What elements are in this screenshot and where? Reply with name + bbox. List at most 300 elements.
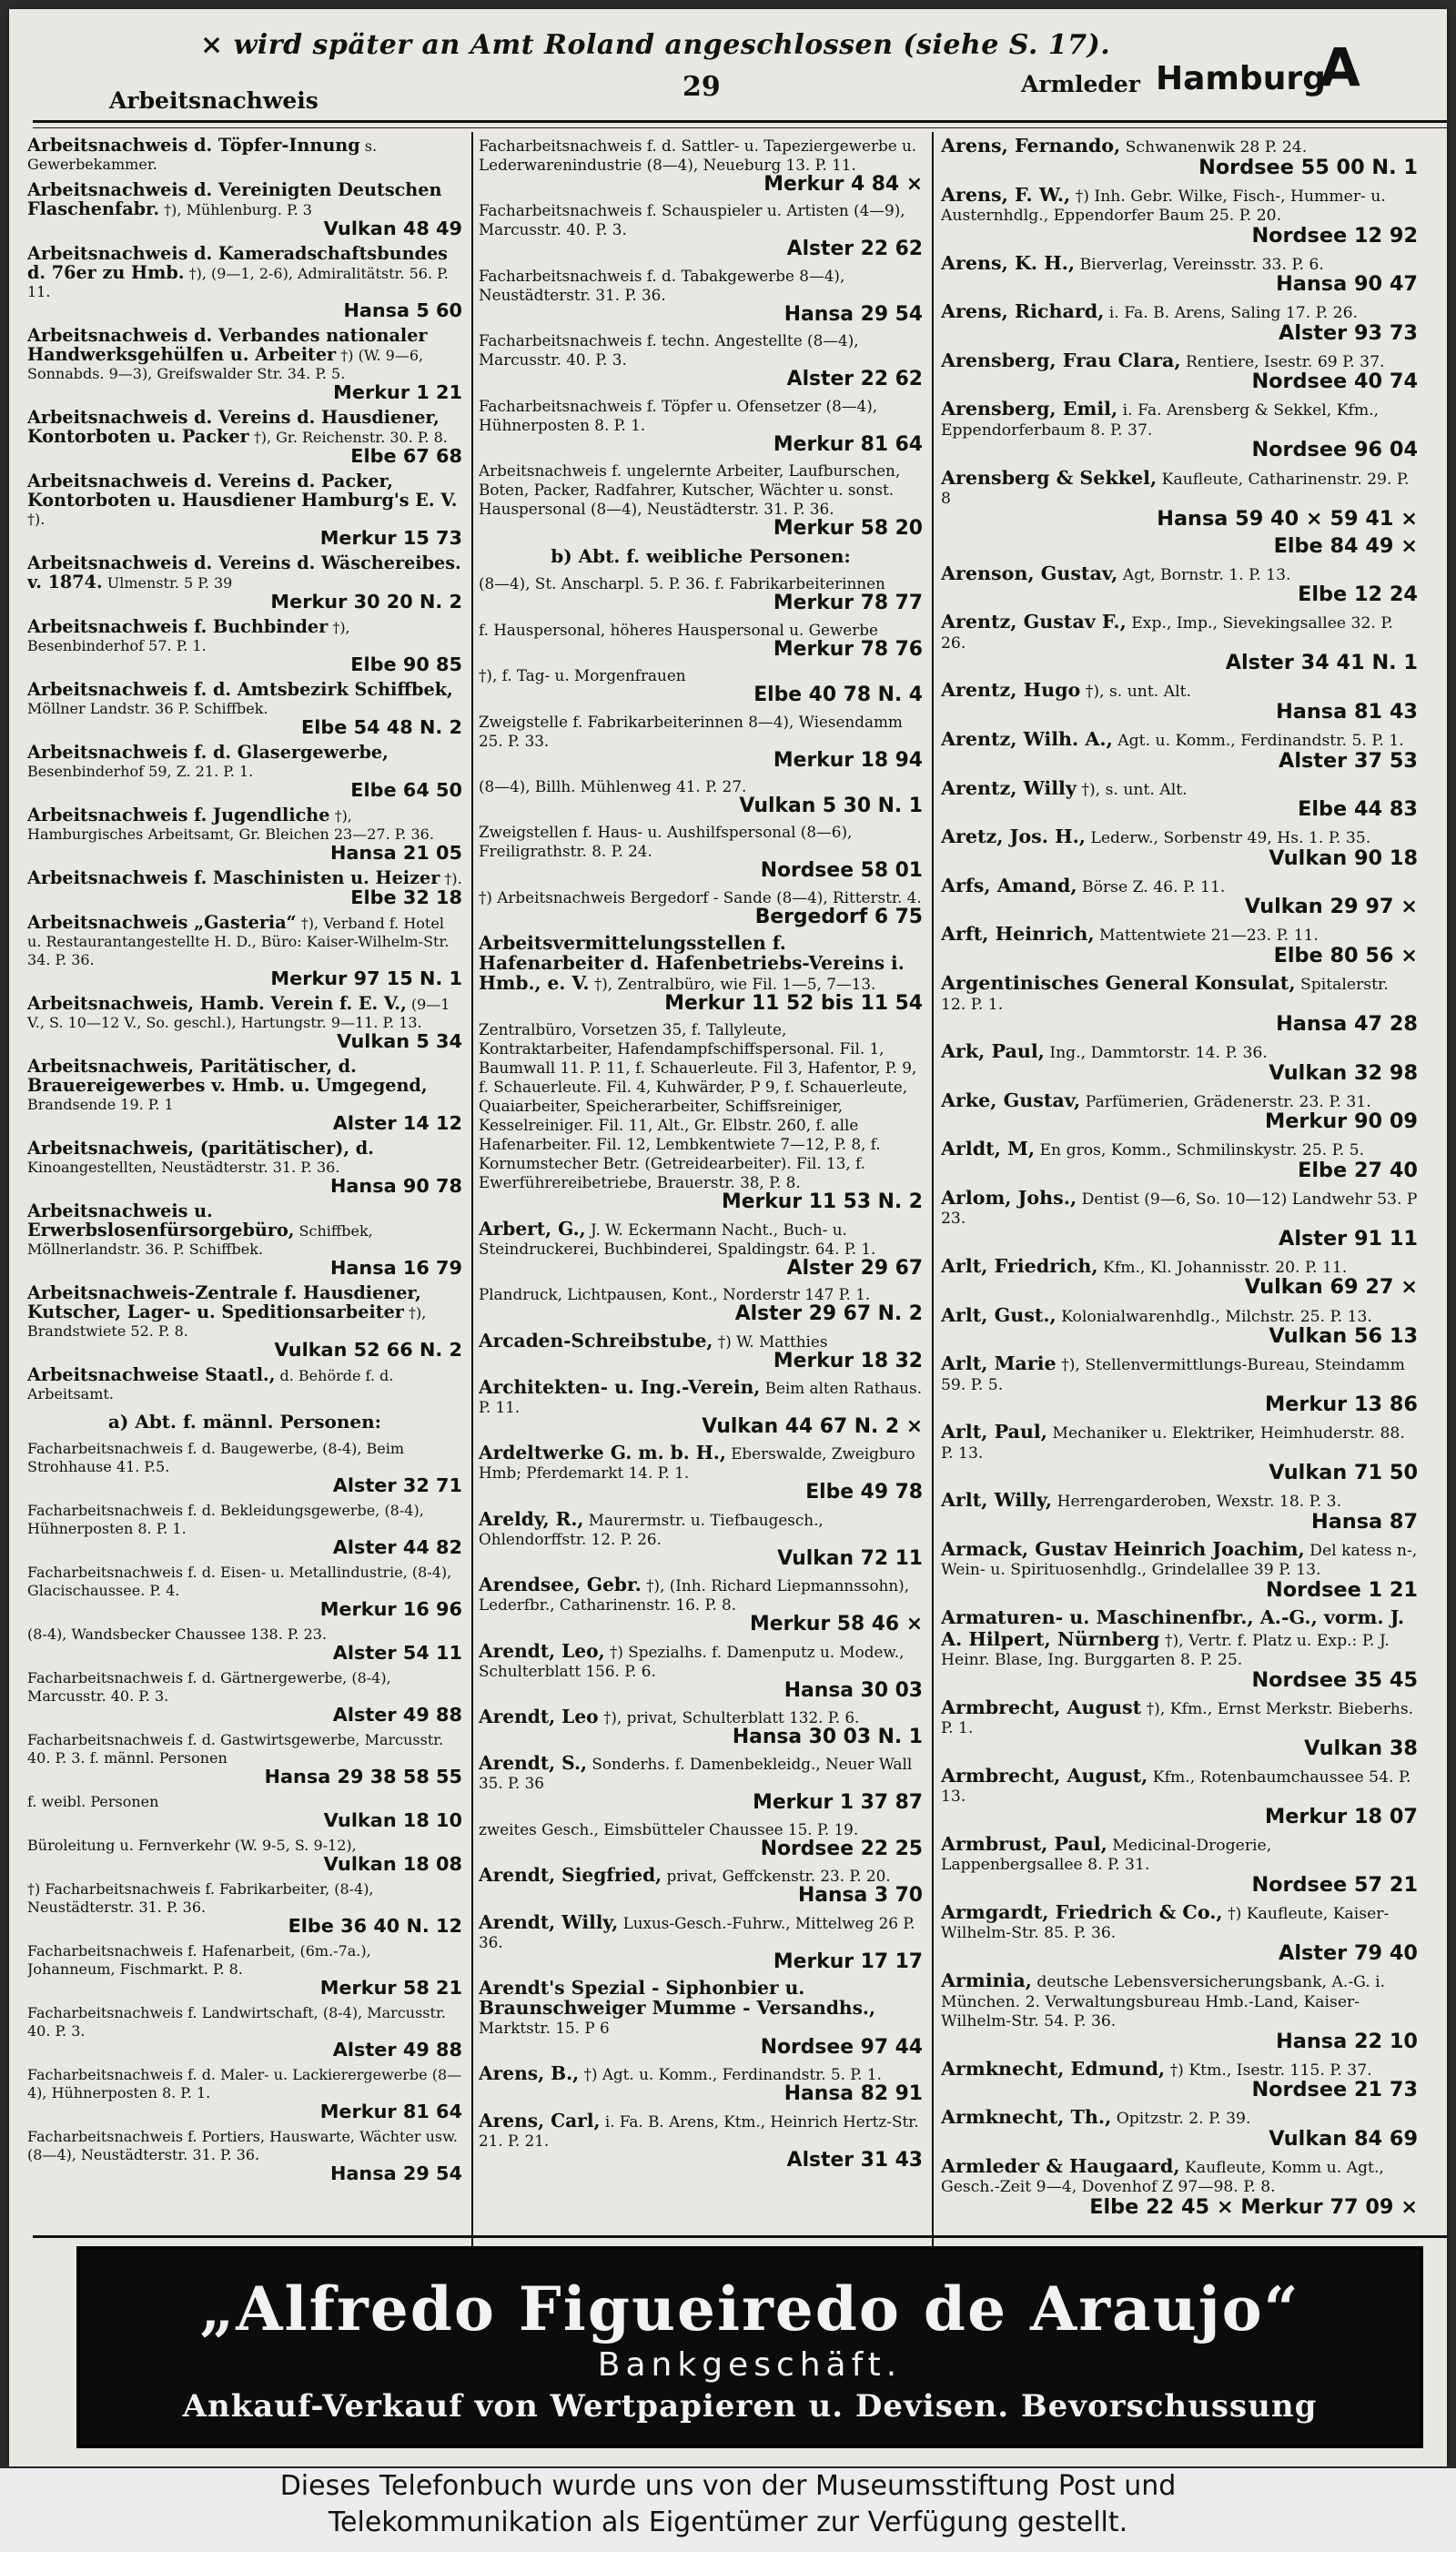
entry-phone: Merkur 78 76 [773, 637, 923, 661]
entry-detail: Kinoangestellten, Neustädterstr. 31. P. 36. [27, 1159, 340, 1176]
entry-phone: Alster 93 73 [1279, 320, 1418, 345]
directory-entry [941, 730, 1418, 771]
entry-name: Arens, Richard, [941, 300, 1105, 323]
entry-detail: Kaufleute, Catharinenstr. 29. P. 8 [941, 470, 1410, 509]
entry-detail: d. Behörde f. d. Arbeitsamt. [27, 1367, 394, 1403]
directory-entry [941, 1254, 1418, 1300]
directory-entry [941, 925, 1418, 966]
entry-detail: †), Kfm., Ernst Merkstr. Bieberhs. P. 1. [941, 1699, 1414, 1738]
entry-detail: (8—4), Billh. Mühlenweg 41. P. 27. [479, 776, 747, 795]
entry-name: Arbeitsnachweis d. Vereins d. Hausdiener, Kontorboten u. Packer [27, 407, 440, 447]
entry-name: Arendt, Siegfried, [479, 1864, 662, 1887]
entry-phone: Vulkan 29 97 × [1244, 895, 1418, 919]
directory-entry [479, 397, 923, 454]
directory-entry [27, 744, 462, 799]
entry-detail: Büroleitung u. Fernverkehr (W. 9-5, S. 9-12), [27, 1837, 357, 1854]
footer-line-2: Telekommunikation als Eigentümer zur Verfügung gestellt. [328, 2506, 1128, 2538]
entry-detail: Medicinal-Drogerie, Lappenbergsallee 8. P. 31. [941, 1836, 1272, 1875]
entry-phone: Alster 54 11 [332, 1642, 462, 1664]
entry-name: Arbert, G., [479, 1217, 586, 1240]
entry-detail: †) Facharbeitsnachweis f. Fabrikarbeiter, (8-4), Neustädterstr. 31. P. 36. [27, 1880, 374, 1916]
entry-detail: J. W. Eckermann Nacht., Buch- u. Steindruckerei, Buchbinderei, Spaldingstr. 64. P. 1. [479, 1220, 876, 1258]
directory-entry [27, 409, 462, 465]
entry-phone: Alster 49 88 [332, 2039, 462, 2061]
entry-phone: Hansa 81 43 [1276, 699, 1418, 724]
entry-phone: Hansa 21 05 [329, 842, 462, 864]
entry-detail: Facharbeitsnachweis f. Portiers, Hauswarte, Wächter usw. (8—4), Neustädterstr. 31. P. 36. [27, 2128, 458, 2163]
entry-phone: Merkur 81 64 [773, 432, 923, 456]
directory-entry [941, 466, 1418, 531]
entry-name: Armgardt, Friedrich & Co., [941, 1900, 1223, 1923]
entry-detail: zweites Gesch., Eimsbütteler Chaussee 15. P. 19. [479, 1819, 859, 1838]
entry-name: Arbeitsnachweis-Zentrale f. Hausdiener, Kutscher, Lager- u. Speditionsarbeiter [27, 1282, 421, 1322]
entry-name: Arbeitsnachweis f. Maschinisten u. Heizer [27, 867, 440, 888]
directory-entry [27, 1942, 462, 1997]
directory-entry [27, 806, 462, 862]
column-1 [27, 137, 462, 2246]
entry-phone: Hansa 90 78 [329, 1175, 462, 1197]
entry-name: Armaturen- u. Maschinenfbr., A.-G., vorm. J. A. Hilpert, Nürnberg [941, 1606, 1405, 1650]
directory-entry [479, 666, 923, 707]
entry-detail: En gros, Komm., Schmilinskystr. 25. P. 5. [1039, 1141, 1365, 1160]
directory-entry [27, 327, 462, 401]
entry-detail: i. Fa. B. Arens, Saling 17. P. 26. [1108, 304, 1359, 323]
entry-phone: Elbe 44 83 [1298, 797, 1418, 822]
entry-phone: Merkur 97 15 N. 1 [270, 967, 462, 989]
entry-name: Arenson, Gustav, [941, 562, 1118, 584]
entry-phone: Alster 29 67 N. 2 [734, 1302, 923, 1326]
header-note: × wird später an Amt Roland angeschlossen (siehe S. 17). [200, 29, 1111, 61]
directory-entry [479, 1639, 923, 1702]
directory-entry [479, 2062, 923, 2106]
entry-detail: privat, Geffckenstr. 23. P. 20. [666, 1867, 891, 1886]
entry-name: Arcaden-Schreibstube, [479, 1329, 713, 1352]
entry-detail: Agt. u. Komm., Ferdinandstr. 5. P. 1. [1117, 732, 1404, 751]
header-letter: A [1320, 36, 1360, 98]
header-rule-thin [33, 127, 1447, 128]
directory-entry [27, 137, 462, 174]
directory-entry [941, 1608, 1418, 1690]
entry-detail: Börse Z. 46. P. 11. [1081, 877, 1226, 896]
advert-tagline: Ankauf-Verkauf von Wertpapieren u. Devisen. Bevorschussung [182, 2388, 1318, 2425]
entry-phone: Merkur 30 20 N. 2 [270, 591, 462, 613]
entry-detail: †), s. unt. Alt. [1085, 683, 1191, 702]
directory-entry [941, 1537, 1418, 1602]
entry-detail: †), f. Tag- u. Morgenfrauen [479, 666, 686, 685]
entry-name: Arminia, [941, 1970, 1032, 1991]
entry-name: Arft, Heinrich, [941, 923, 1095, 946]
directory-entry [27, 914, 462, 987]
directory-entry [941, 1971, 1418, 2051]
entry-name: Arensberg, Frau Clara, [941, 349, 1181, 371]
entry-phone: Hansa 30 03 N. 1 [732, 1725, 923, 1748]
entry-detail: Kfm., Kl. Johannisstr. 20. P. 11. [1103, 1258, 1348, 1277]
entry-name: Arendt's Spezial - Siphonbier u. Braunschweiger Mumme - Versandhs., [479, 1976, 875, 2019]
directory-entry [27, 472, 462, 547]
entry-phone: Merkur 81 64 [319, 2101, 462, 2122]
entry-name: Arentz, Wilh. A., [941, 728, 1113, 751]
entry-phone: Hansa 47 28 [1276, 1012, 1418, 1036]
entry-phone: Merkur 18 07 [1264, 1804, 1418, 1828]
entry-detail: Schwanenwik 28 P. 24. [1125, 138, 1308, 157]
entry-detail: Zweigstelle f. Fabrikarbeiterinnen 8—4), Wiesendamm 25. P. 33. [479, 712, 903, 750]
entry-name: Arentz, Gustav F., [941, 611, 1127, 633]
entry-detail: Kfm., Rotenbaumchaussee 54. P. 13. [941, 1767, 1411, 1807]
entry-phone: Hansa 3 70 [797, 1884, 923, 1908]
entry-phone: Alster 22 62 [786, 368, 923, 391]
entry-detail: Agt, Bornstr. 1. P. 13. [1122, 565, 1291, 584]
entry-phone: Bergedorf 6 75 [754, 905, 923, 928]
entry-detail: Maurermstr. u. Tiefbaugesch., Ohlendorffstr. 12. P. 26. [479, 1510, 824, 1548]
entry-name: Armbrust, Paul, [941, 1832, 1107, 1855]
entry-phone: Nordsee 1 21 [1266, 1577, 1418, 1602]
entry-detail: Facharbeitsnachweis f. d. Sattler- u. Tapeziergewerbe u. Lederwarenindustrie (8—4), Neueburg 13. P. 11. [479, 137, 917, 174]
entry-name: Armack, Gustav Heinrich Joachim, [941, 1537, 1305, 1560]
entry-detail: Kolonialwarenhdlg., Milchstr. 25. P. 13. [1061, 1307, 1372, 1326]
entry-phone: Merkur 1 21 [333, 381, 462, 403]
directory-entry [941, 876, 1418, 917]
entry-name: Arlt, Friedrich, [941, 1254, 1098, 1277]
entry-name: Arbeitsnachweis, (paritätischer), d. [27, 1138, 374, 1159]
entry-detail: s. Gewerbekammer. [27, 137, 378, 173]
entry-name: Armleder & Haugaard, [941, 2154, 1180, 2177]
entry-phone: Merkur 18 94 [773, 748, 923, 772]
entry-name: Arlt, Paul, [941, 1421, 1047, 1443]
entry-name: Arbeitsnachweis f. Jugendliche [27, 805, 330, 825]
entry-detail: Facharbeitsnachweis f. techn. Angestellte (8—4), Marcusstr. 40. P. 3. [479, 331, 859, 370]
entry-detail: †). [27, 511, 46, 528]
entry-name: Arldt, M, [941, 1138, 1036, 1160]
entry-detail: †), Stellenvermittlungs-Bureau, Steindamm 59. P. 5. [941, 1356, 1405, 1394]
directory-entry [27, 995, 462, 1050]
footer-line-1: Dieses Telefonbuch wurde uns von der Museumsstiftung Post und [279, 2470, 1177, 2502]
entry-phone: Alster 91 11 [1279, 1226, 1418, 1251]
directory-entry [27, 1058, 462, 1132]
entry-phone: Vulkan 69 27 × [1244, 1275, 1418, 1300]
entry-phone: Elbe 64 50 [350, 779, 462, 801]
entry-detail: Facharbeitsnachweis f. d. Baugewerbe, (8-4), Beim Strohhause 41. P.5. [27, 1440, 405, 1475]
directory-entry [941, 400, 1418, 461]
directory-entry [27, 1564, 462, 1618]
directory-entry [479, 1376, 923, 1439]
entry-phone: Vulkan 56 13 [1269, 1324, 1418, 1349]
page-number: 29 [682, 71, 721, 103]
entry-phone: Vulkan 5 30 N. 1 [739, 794, 923, 817]
entry-name: Arentz, Hugo [941, 679, 1081, 702]
directory-entry [27, 618, 462, 673]
directory-entry [941, 776, 1418, 822]
entry-name: Arbeitsnachweis u. Erwerbslosenfürsorgebüro, [27, 1200, 295, 1241]
entry-phone: Vulkan 90 18 [1269, 846, 1418, 870]
entry-name: Arensberg & Sekkel, [941, 466, 1158, 489]
entry-detail: Zentralbüro, Vorsetzen 35, f. Tallyleute, Kontraktarbeiter, Hafendampfschiffspersonal. Fil. 1, Baumwall 11. P. 11, f. Schauerleute. Fil 3, Hafentor, P. 9, f. Schauerleute. Fil. 4, Kuhwärder, P 9, f. Schauerleute, Quaiarbeiter, Speicherarbeiter, Schiffsreiniger, Kesselreiniger. Fil. 11, Alt., Gr. Elbstr. 260, f. alle Hafenarbeiter. Fil. 12, Lembkentwiete 7—12, P. 8, f. Kornumstecher Betr. (Getreidearbeiter). Fil. 13, f. Ewerführereibetriebe, Brauerstr. 38, P. 8. [479, 1020, 917, 1192]
entry-phone: Merkur 58 20 [773, 516, 923, 540]
entry-phone: Elbe 32 18 [350, 886, 462, 908]
entry-name: Arbeitsnachweis d. Vereins d. Packer, Kontorboten u. Hausdiener Hamburg's E. V. [27, 471, 458, 511]
directory-entry [479, 461, 923, 538]
directory-entry [941, 1303, 1418, 1349]
entry-phone: Alster 79 40 [1279, 1940, 1418, 1965]
directory-entry [27, 1502, 462, 1556]
entry-detail: Del katess n-, Wein- u. Spirituosenhdlg., Grindelallee 39 P. 13. [941, 1541, 1418, 1580]
entry-detail: Facharbeitsnachweis f. d. Bekleidungsgewerbe, (8-4), Hühnerposten 8. P. 1. [27, 1502, 424, 1537]
entry-detail: (8-4), Wandsbecker Chaussee 138. P. 23. [27, 1625, 328, 1643]
directory-entry [479, 1217, 923, 1280]
entry-detail: (8—4), St. Anscharpl. 5. P. 36. f. Fabrikarbeiterinnen [479, 574, 885, 593]
entry-phone: Nordsee 22 25 [760, 1837, 923, 1860]
entry-name: Ardeltwerke G. m. b. H., [479, 1442, 726, 1464]
entry-name: Arbeitsnachweis d. Vereins d. Wäschereibes. v. 1874. [27, 552, 461, 592]
column-divider [471, 132, 473, 2248]
directory-entry [941, 1832, 1418, 1897]
header-city: Hamburg [1156, 60, 1326, 97]
entry-name: Arbeitsnachweis f. Buchbinder [27, 616, 329, 637]
directory-entry [479, 1020, 923, 1214]
entry-name: Arbeitsnachweis, Hamb. Verein f. E. V., [27, 993, 407, 1014]
directory-entry [941, 1698, 1418, 1759]
directory-entry [479, 823, 923, 883]
entry-name: Arbeitsnachweis, Paritätischer, d. Brauereigewerbes v. Hmb. u. Umgegend, [27, 1056, 428, 1096]
entry-detail: Beim alten Rathaus. P. 11. [479, 1379, 923, 1417]
directory-entry [941, 564, 1418, 605]
entry-detail: †), Brandstwiete 52. P. 8. [27, 1304, 427, 1340]
entry-phone: Hansa 29 54 [784, 302, 923, 326]
directory-entry [27, 1880, 462, 1935]
entry-name: Arbeitsnachweise Staatl., [27, 1364, 276, 1385]
directory-entry [479, 1910, 923, 1973]
directory-entry [27, 1139, 462, 1195]
entry-detail: i. Fa. B. Arens, Ktm., Heinrich Hertz-Str. 21. P. 21. [479, 2111, 919, 2150]
directory-entry [479, 888, 923, 927]
entry-phone: Elbe 12 24 [1298, 582, 1418, 607]
header-section: Arbeitsnachweis [109, 87, 318, 114]
entry-name: Arbeitsnachweis f. d. Glasergewerbe, [27, 742, 389, 763]
entry-phone: Merkur 17 17 [773, 1949, 923, 1973]
entry-detail: †) Spezialhs. f. Damenputz u. Modew., Schulterblatt 156. P. 6. [479, 1642, 905, 1680]
entry-name: Arendt, Willy, [479, 1910, 619, 1933]
directory-entry [941, 351, 1418, 392]
entry-phone: Merkur 58 21 [319, 1977, 462, 1999]
directory-entry [27, 1366, 462, 1403]
entry-detail: Parfümerien, Grädenerstr. 23. P. 31. [1085, 1092, 1371, 1111]
directory-entry [941, 2057, 1418, 2102]
entry-detail: Opitzstr. 2. P. 39. [1116, 2110, 1251, 2129]
entry-detail: †) Inh. Gebr. Wilke, Fisch-, Hummer- u. Austernhdlg., Eppendorfer Baum 25. P. 20. [941, 187, 1386, 226]
entry-phone: Merkur 11 52 bis 11 54 [664, 992, 923, 1016]
entry-phone: Merkur 18 32 [773, 1349, 923, 1372]
directory-entry [941, 533, 1418, 558]
entry-phone: Hansa 59 40 × 59 41 × [1157, 506, 1418, 531]
directory-entry [941, 1042, 1418, 1083]
directory-entry [27, 1284, 462, 1359]
entry-phone: Vulkan 18 10 [323, 1809, 462, 1831]
entry-detail: Facharbeitsnachweis f. d. Tabakgewerbe 8—4), Neustädterstr. 31. P. 36. [479, 266, 845, 304]
entry-name: Armknecht, Edmund, [941, 2057, 1166, 2080]
entry-detail: Mattentwiete 21—23. P. 11. [1098, 927, 1319, 946]
entry-name: Areldy, R., [479, 1507, 584, 1530]
directory-entry [941, 1139, 1418, 1180]
entry-detail: †), Verband f. Hotel u. Restaurantangestellte H. D., Büro: Kaiser-Wilhelm-Str. 34. P. 36. [27, 915, 450, 968]
entry-phone: Hansa 22 10 [1276, 2029, 1418, 2053]
entry-phone: Merkur 1 37 87 [753, 1791, 923, 1815]
column-divider [932, 132, 934, 2248]
entry-detail: Schiffbek, Möllnerlandstr. 36. P. Schiffbek. [27, 1222, 373, 1258]
entry-phone: Nordsee 21 73 [1251, 2078, 1418, 2102]
entry-phone: Alster 29 67 [786, 1256, 923, 1280]
entry-phone: Vulkan 52 66 N. 2 [274, 1339, 462, 1361]
entry-detail: Spitalerstr. 12. P. 1. [941, 976, 1389, 1014]
entry-detail: Eberswalde, Zweigburo Hmb; Pferdemarkt 14. P. 1. [479, 1444, 915, 1483]
entry-phone: Vulkan 32 98 [1269, 1060, 1418, 1085]
directory-entry [27, 1440, 462, 1494]
directory-entry [27, 181, 462, 238]
entry-detail: †) Agt. u. Komm., Ferdinandstr. 5. P. 1. [583, 2065, 882, 2084]
entry-detail: Sonderhs. f. Damenbekleidg., Neuer Wall 35. P. 36 [479, 1755, 913, 1793]
entry-phone: Nordsee 35 45 [1251, 1667, 1418, 1692]
entry-phone: Hansa 29 54 [329, 2162, 462, 2184]
entry-phone: Alster 32 71 [332, 1474, 462, 1496]
entry-phone: Merkur 16 96 [319, 1598, 462, 1620]
entry-name: Aretz, Jos. H., [941, 825, 1086, 848]
entry-phone: Alster 49 88 [332, 1704, 462, 1726]
directory-entry [479, 267, 923, 324]
entry-name: Arendsee, Gebr. [479, 1574, 642, 1596]
entry-detail: †), Hamburgisches Arbeitsamt, Gr. Bleichen 23—27. P. 36. [27, 807, 434, 843]
directory-entry [941, 2108, 1418, 2149]
entry-detail: Facharbeitsnachweis f. d. Gastwirtsgewerbe, Marcusstr. 40. P. 3. f. männl. Personen [27, 1731, 444, 1767]
entry-name: Arentz, Willy [941, 776, 1077, 799]
entry-phone: Merkur 11 53 N. 2 [721, 1190, 923, 1214]
entry-phone: Nordsee 55 00 N. 1 [1198, 155, 1418, 179]
entry-detail: f. Hauspersonal, höheres Hauspersonal u. Gewerbe [479, 620, 878, 639]
entry-name: Armbrecht, August, [941, 1764, 1148, 1787]
directory-entry [27, 869, 462, 906]
entry-detail: Facharbeitsnachweis f. Schauspieler u. Artisten (4—9), Marcusstr. 40. P. 3. [479, 201, 905, 239]
entry-phone: Elbe 90 85 [350, 653, 462, 675]
entry-detail: Luxus-Gesch.-Fuhrw., Mittelweg 26 P. 36. [479, 1913, 915, 1951]
directory-entry [479, 777, 923, 815]
entry-name: Arbeitsnachweis d. Vereinigten Deutschen Flaschenfabr. [27, 179, 442, 219]
entry-phone: Elbe 36 40 N. 12 [288, 1915, 462, 1937]
advert-business-type: Bankgeschäft. [597, 2346, 903, 2384]
directory-entry [27, 2004, 462, 2059]
entry-detail: Facharbeitsnachweis f. d. Eisen- u. Metallindustrie, (8-4), Glacischaussee. P. 4. [27, 1564, 452, 1599]
directory-entry [27, 1731, 462, 1786]
entry-phone: Hansa 30 03 [784, 1678, 923, 1702]
entry-name: Arlt, Gust., [941, 1303, 1057, 1326]
entry-name: Arlt, Willy, [941, 1489, 1053, 1512]
column-2 [479, 137, 923, 2246]
entry-name: Arensberg, Emil, [941, 398, 1118, 420]
entry-name: Ark, Paul, [941, 1040, 1045, 1063]
entry-phone: Vulkan 48 49 [323, 218, 462, 239]
entry-detail: †), Besenbinderhof 57. P. 1. [27, 619, 350, 654]
entry-detail: Facharbeitsnachweis f. d. Gärtnergewerbe, (8-4), Marcusstr. 40. P. 3. [27, 1669, 391, 1705]
advert-firm-name: „Alfredo Figueiredo de Araujo“ [199, 2274, 1300, 2344]
entry-detail: Brandsende 19. P. 1 [27, 1096, 174, 1113]
entry-detail: Mechaniker u. Elektriker, Heimhuderstr. 88. P. 13. [941, 1424, 1405, 1463]
directory-entry [941, 613, 1418, 673]
header-range: Armleder [1021, 71, 1140, 97]
entry-phone: Vulkan 18 08 [323, 1853, 462, 1875]
entry-detail: Rentiere, Isestr. 69 P. 37. [1185, 352, 1385, 371]
directory-entry [941, 827, 1418, 868]
directory-entry [941, 1091, 1418, 1132]
entry-detail: †), (Inh. Richard Liepmannssohn), Lederfbr., Catharinenstr. 16. P. 8. [479, 1576, 910, 1615]
entry-phone: Merkur 90 09 [1264, 1109, 1418, 1134]
entry-detail: †), Mühlenburg. P. 3 [164, 201, 312, 218]
directory-entry [479, 1976, 923, 2059]
entry-phone: Vulkan 84 69 [1269, 2126, 1418, 2151]
entry-detail: Facharbeitsnachweis f. Landwirtschaft, (8-4), Marcusstr. 40. P. 3. [27, 2004, 446, 2040]
entry-phone: Merkur 78 77 [773, 592, 923, 615]
entry-name: Arbeitsnachweis d. Kameradschaftsbundes d. 76er zu Hmb. [27, 243, 448, 283]
entry-detail: Dentist (9—6, So. 10—12) Landwehr 53. P 23. [941, 1190, 1418, 1229]
section-subheading: b) Abt. f. weibliche Personen: [551, 545, 851, 568]
entry-name: Arke, Gustav, [941, 1089, 1081, 1111]
entry-phone: Elbe 49 78 [805, 1481, 923, 1504]
entry-detail: †). [444, 870, 462, 887]
entry-detail: †), Gr. Reichenstr. 30. P. 8. [253, 429, 448, 446]
entry-phone: Alster 14 12 [332, 1112, 462, 1134]
entry-phone: Vulkan 72 11 [777, 1546, 923, 1570]
directory-entry [27, 1837, 462, 1873]
entry-name: Arens, Fernando, [941, 137, 1121, 157]
directory-page [9, 9, 1447, 2466]
entry-name: Arbeitsnachweis d. Töpfer-Innung [27, 137, 360, 156]
directory-entry [941, 1900, 1418, 1965]
entry-detail: Lederw., Sorbenstr 49, Hs. 1. P. 35. [1090, 829, 1371, 848]
entry-phone: Elbe 22 45 × Merkur 77 09 × [1089, 2194, 1418, 2219]
entry-detail: Besenbinderhof 59, Z. 21. P. 1. [27, 763, 254, 780]
entry-phone: Nordsee 57 21 [1251, 1872, 1418, 1897]
entry-detail: Plandruck, Lichtpausen, Kont., Norderstr 147 P. 1. [479, 1285, 871, 1304]
directory-entry [479, 1285, 923, 1326]
archive-footer [0, 2468, 1456, 2552]
entry-name: Arens, F. W., [941, 183, 1071, 206]
entry-detail: Arbeitsnachweis f. ungelernte Arbeiter, Laufburschen, Boten, Packer, Radfahrer, Kutscher, Wächter u. sonst. Hauspersonal (8—4), Neustädterstr. 31. P. 36. [479, 461, 901, 518]
entry-detail: Kaufleute, Komm u. Agt., Gesch.-Zeit 9—4, Dovenhof Z 97—98. P. 8. [941, 2158, 1384, 2197]
entry-phone: Vulkan 5 34 [337, 1030, 462, 1052]
entry-detail: Ulmenstr. 5 P. 39 [106, 574, 233, 592]
directory-entry [941, 1354, 1418, 1415]
entry-detail: †) W. Matthies [717, 1332, 828, 1351]
entry-phone: Merkur 13 86 [1264, 1392, 1418, 1417]
entry-phone: Nordsee 12 92 [1251, 223, 1418, 248]
entry-detail: Facharbeitsnachweis f. Töpfer u. Ofensetzer (8—4), Hühnerposten 8. P. 1. [479, 396, 878, 434]
entry-phone: Vulkan 38 [1304, 1736, 1418, 1760]
entry-phone: Alster 22 62 [786, 238, 923, 261]
section-subheading: a) Abt. f. männl. Personen: [107, 1411, 382, 1433]
directory-entry [27, 2128, 462, 2182]
entry-detail: Exp., Imp., Sievekingsallee 32. P. 26. [941, 614, 1393, 653]
directory-entry [479, 1329, 923, 1372]
header-rule [33, 120, 1447, 123]
entry-name: Arens, K. H., [941, 251, 1076, 274]
entry-name: Arens, Carl, [479, 2109, 601, 2132]
directory-entry [479, 331, 923, 389]
entry-name: Armknecht, Th., [941, 2106, 1112, 2129]
entry-phone: Elbe 67 68 [350, 445, 462, 467]
directory-entry [27, 681, 462, 736]
entry-detail: †) Kaufleute, Kaiser-Wilhelm-Str. 85. P. 36. [941, 1904, 1390, 1943]
directory-entry [941, 1423, 1418, 1484]
entry-phone: Merkur 15 73 [319, 527, 462, 549]
directory-entry [941, 183, 1418, 248]
advert-rule [33, 2235, 1447, 2238]
directory-entry [941, 974, 1418, 1035]
entry-phone: Elbe 27 40 [1298, 1158, 1418, 1182]
